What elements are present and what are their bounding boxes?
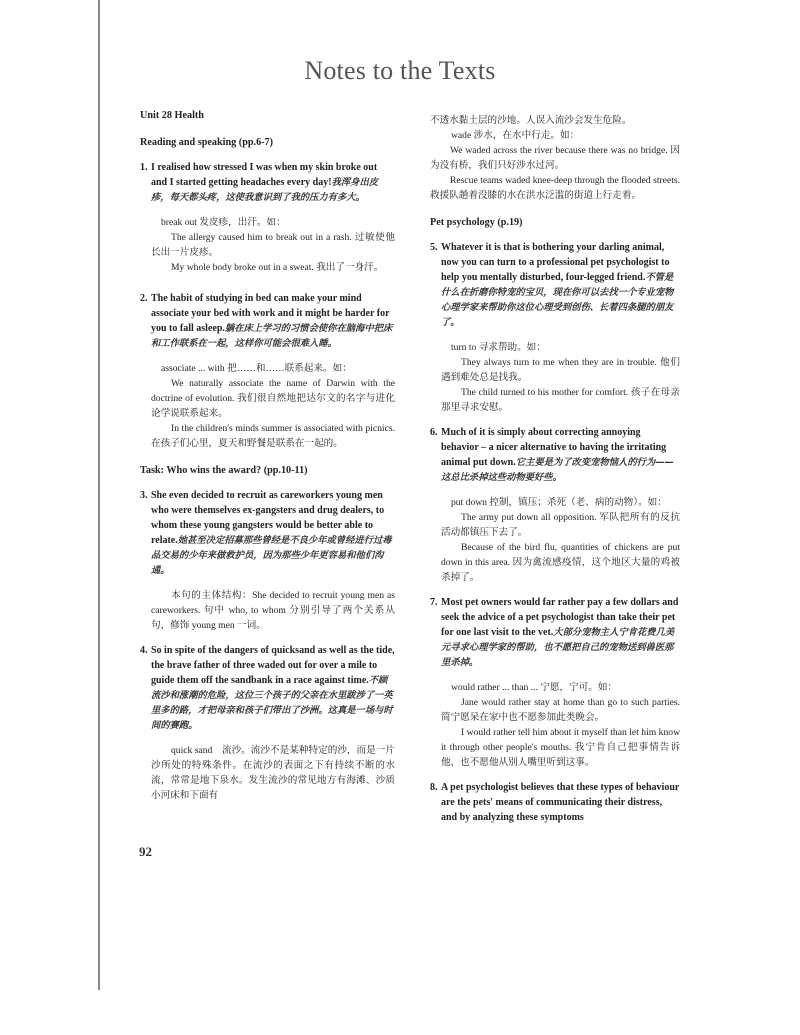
example-sentence: Rescue teams waded knee-deep through the flooded streets. 救援队趟着没膝的水在洪水泛滥的街道上行走着。 — [430, 175, 680, 201]
note-6 — [430, 425, 680, 485]
grammar-note: 本句的主体结构：She decided to recruit young men as careworkers. 句中 who, to whom 分别引导了两个关系从句，修饰 young men 一词。 — [151, 590, 395, 631]
note-number: 4. — [140, 645, 148, 656]
example-sentence: We waded across the river because there was no bridge. 因为没有桥，我们只好涉水过河。 — [430, 145, 680, 171]
term-definition: break out 发皮疹，出汗。如： — [161, 217, 286, 228]
note-number: 8. — [430, 782, 438, 793]
term-definition: turn to 寻求帮助。如： — [451, 342, 546, 353]
example-sentence: In the children's minds summer is associated with picnics. 在孩子们心里，夏天和野餐是联系在一起的。 — [151, 423, 395, 449]
unit-heading: Unit 28 Health — [140, 110, 204, 121]
note-sentence: She even decided to recruit as careworkers young men who were themselves ex-gangsters and drug dealers, to whom these young gangsters would be better able to relate. — [151, 490, 385, 546]
note-1 — [140, 160, 395, 205]
term-definition: quick sand 流沙。流沙不是某种特定的沙，而是一片沙所处的特殊条件。在流沙的表面之下有持续不断的水流，常常是地下泉水。发生流沙的常见地方有海滩、沙质小河床和下面有 — [151, 745, 395, 801]
page-title: Notes to the Texts — [304, 56, 496, 85]
note-translation: 不管是什么在折磨你特宠的宝贝，现在你可以去找一个专业宠物心理学家来帮助你这位心理受到创伤、长着四条腿的朋友了。 — [441, 272, 674, 328]
example-sentence: Jane would rather stay at home than go to such parties. 简宁愿呆在家中也不愿参加此类晚会。 — [441, 697, 680, 723]
note-7 — [430, 595, 680, 670]
example-sentence: I would rather tell him about it myself than let him know it through other people's mouths. 我宁肯自己把事情告诉他，也不愿他从别人嘴里听到这事。 — [441, 727, 680, 768]
left-column — [140, 108, 395, 803]
page-number: 92 — [139, 844, 152, 859]
example-sentence: The allergy caused him to break out in a rash. 过敏使他长出一片皮疹。 — [151, 232, 395, 258]
note-translation: 不顾流沙和涨潮的危险，这位三个孩子的父亲在水里跋涉了一英里多的路，才把母亲和孩子们带出了沙洲。这真是一场与时间的赛跑。 — [151, 675, 393, 731]
term-definition: would rather ... than ... 宁愿，宁可。如： — [451, 682, 618, 693]
term-definition: put down 控制，镇压；杀死（老、病的动物）。如： — [451, 497, 667, 508]
example-sentence: The army put down all opposition. 军队把所有的反抗活动都镇压下去了。 — [441, 512, 680, 538]
note-4 — [140, 643, 395, 733]
note-sentence: Whatever it is that is bothering your darling animal, now you can turn to a professional pet psychologist to help you mentally disturbed, four-legged friend. — [441, 242, 670, 283]
example-sentence: They always turn to me when they are in trouble. 他们遇到难处总是找我。 — [441, 357, 680, 383]
continued-text: 不透水黏土层的沙地。人误入流沙会发生危险。 — [430, 115, 632, 126]
right-column — [430, 113, 680, 835]
note-number: 7. — [430, 597, 438, 608]
note-8 — [430, 780, 680, 825]
note-5 — [430, 240, 680, 330]
note-number: 3. — [140, 490, 148, 501]
example-sentence: We naturally associate the name of Darwin with the doctrine of evolution. 我们很自然地把达尔文的名字与进化论学说联系起来。 — [151, 378, 395, 419]
note-sentence: A pet psychologist believes that these types of behaviour are the pets' means of communicating their distress, and by analyzing these symptoms — [441, 782, 680, 823]
note-translation: 我浑身出皮疹，每天都头疼，这使我意识到了我的压力有多大。 — [151, 177, 379, 203]
note-number: 2. — [140, 293, 148, 304]
note-sentence: Most pet owners would far rather pay a few dollars and seek the advice of a pet psychologist than take their pet for one last visit to the vet. — [441, 597, 679, 638]
note-sentence: So in spite of the dangers of quicksand as well as the tide, the brave father of three waded out for over a mile to guide them off the sandbank in a race against time. — [151, 645, 395, 686]
note-3 — [140, 488, 395, 578]
note-sentence: I realised how stressed I was when my skin broke out and I started getting headaches every day! — [151, 162, 378, 188]
note-number: 1. — [140, 162, 148, 173]
example-sentence: My whole body broke out in a sweat. 我出了一身汗。 — [171, 262, 384, 273]
reading-heading: Reading and speaking (pp.6-7) — [140, 137, 274, 148]
pet-psychology-heading: Pet psychology (p.19) — [430, 217, 523, 228]
note-number: 5. — [430, 242, 438, 253]
term-definition: wade 涉水，在水中行走。如： — [451, 130, 580, 141]
example-sentence: Because of the bird flu, quantities of chickens are put down in this area. 因为禽流感疫情，这个地区大量的鸡被杀掉了。 — [441, 542, 680, 583]
term-definition: associate ... with 把……和……联系起来。如： — [161, 363, 352, 374]
example-sentence: The child turned to his mother for comfort. 孩子在母亲那里寻求安慰。 — [441, 387, 680, 413]
note-2 — [140, 291, 395, 351]
note-number: 6. — [430, 427, 438, 438]
note-translation: 大部分宠物主人宁肯花费几美元寻求心理学家的帮助，也不愿把自己的宠物送到兽医那里杀掉。 — [441, 627, 675, 668]
scan-edge-line — [98, 0, 100, 990]
note-translation: 她甚至决定招募那些曾经是不良少年或曾经进行过毒品交易的少年来做救护员，因为那些少年更容易和他们沟通。 — [151, 535, 392, 576]
note-sentence: Much of it is simply about correcting annoying behavior – a nicer alternative to having the irritating animal put down. — [441, 427, 667, 468]
note-translation: 它主要是为了改变宠物恼人的行为——这总比杀掉这些动物要好些。 — [441, 457, 674, 483]
note-translation: 躺在床上学习的习惯会使你在脑海中把床和工作联系在一起，这样你可能会很难入睡。 — [151, 323, 393, 349]
note-sentence: The habit of studying in bed can make your mind associate your bed with work and it might be harder for you to fall asleep. — [151, 293, 390, 334]
task-heading: Task: Who wins the award? (pp.10-11) — [140, 465, 308, 476]
